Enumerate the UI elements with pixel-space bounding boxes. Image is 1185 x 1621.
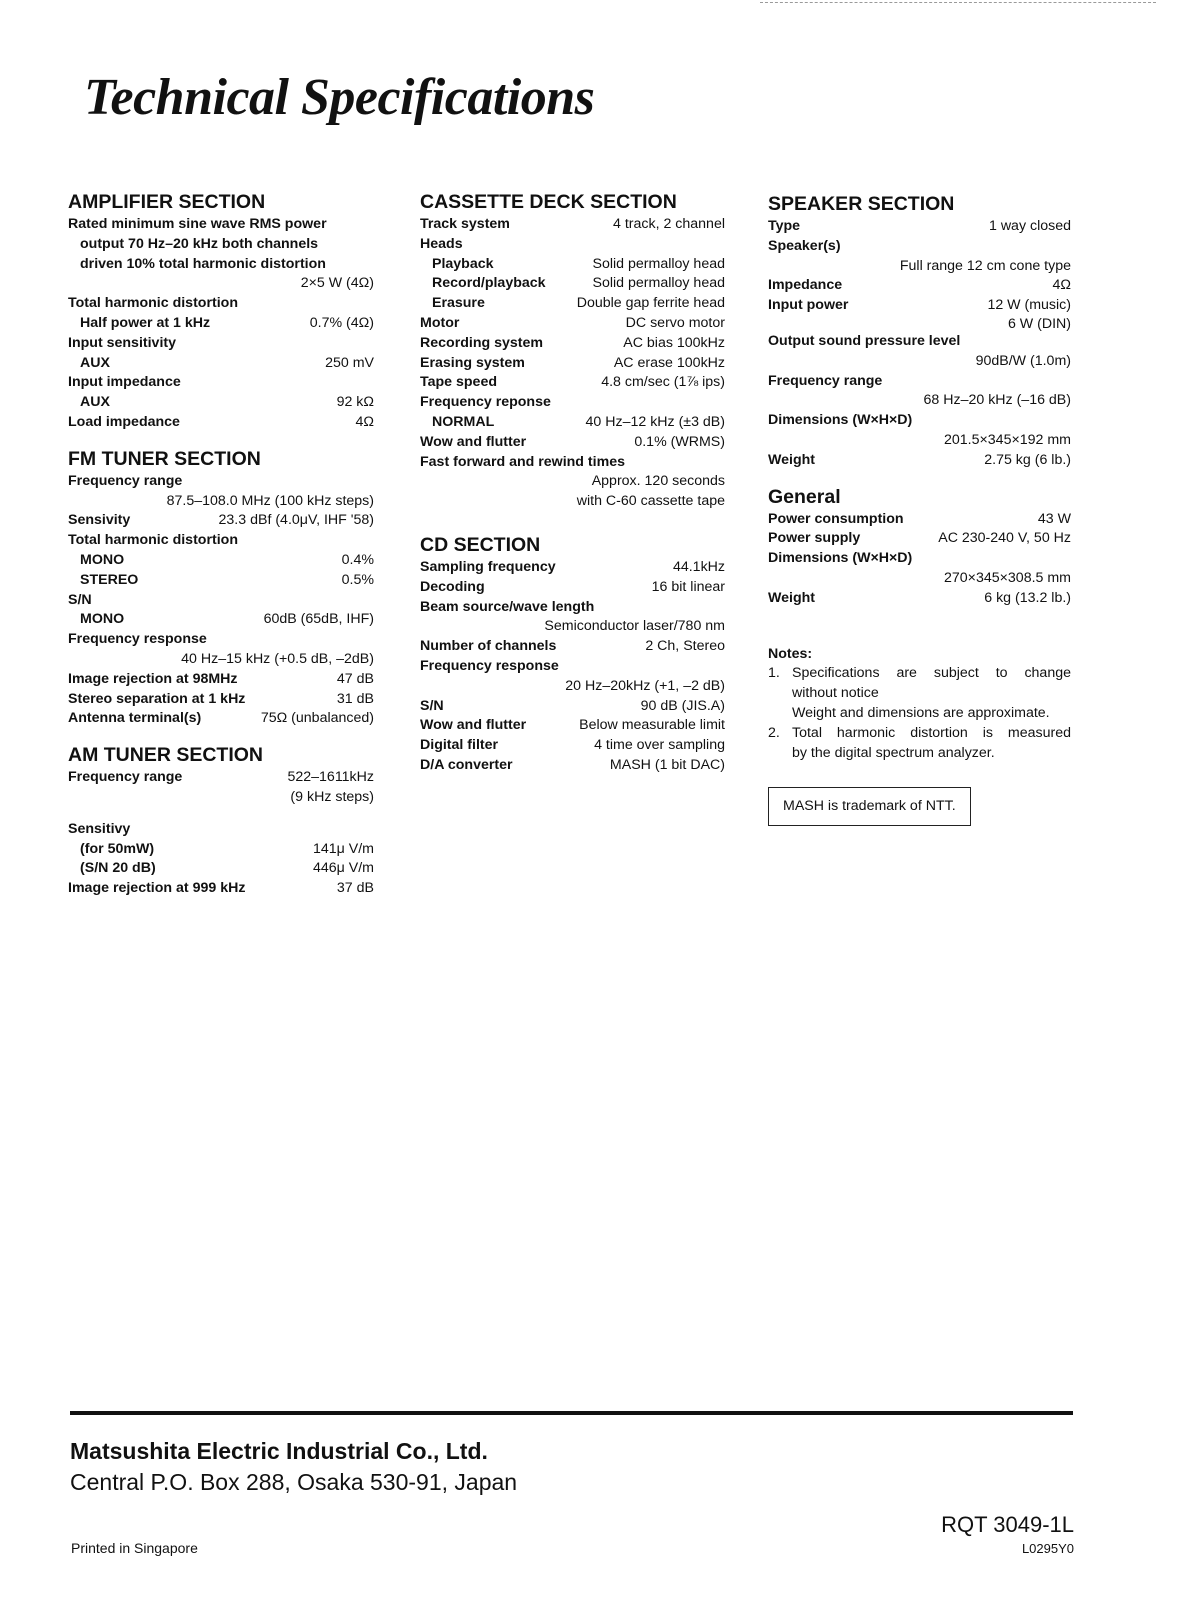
cassette-playback-row <box>420 255 725 275</box>
am-sens-label: Sensitivy <box>68 820 131 837</box>
amp-input-sens-aux-label: AUX <box>80 354 110 371</box>
document-number: RQT 3049-1L <box>941 1512 1074 1537</box>
cd-resp-value: 20 Hz–20kHz (+1, –2 dB) <box>565 677 725 694</box>
notes-heading: Notes: <box>768 645 813 662</box>
company-name: Matsushita Electric Industrial Co., Ltd. <box>70 1438 488 1464</box>
cassette-ff-label: Fast forward and rewind times <box>420 453 625 470</box>
fm-sn-mono-value: 60dB (65dB, IHF) <box>263 611 374 628</box>
fm-antenna-row <box>68 709 374 729</box>
amp-rated-value: 2×5 W (4Ω) <box>300 275 374 292</box>
cassette-wow-row <box>420 433 725 453</box>
speaker-imp-value: 4Ω <box>1052 277 1071 294</box>
cassette-motor-value: DC servo motor <box>625 314 725 331</box>
amp-load-imp-label: Load impedance <box>68 413 180 430</box>
cassette-track-row <box>420 215 725 235</box>
am-freq-steps: (9 kHz steps) <box>290 788 374 805</box>
cd-beam-label: Beam source/wave length <box>420 598 595 615</box>
cassette-tape-label: Tape speed <box>420 374 498 391</box>
amp-half-power-row <box>68 314 374 334</box>
fm-mono-row <box>68 551 374 571</box>
note-1-line-3: Weight and dimensions are approximate. <box>792 704 1050 721</box>
note-1 <box>768 664 1071 723</box>
cassette-normal-row <box>420 413 725 433</box>
amp-input-sens-aux-value: 250 mV <box>325 354 374 371</box>
fm-antenna-label: Antenna terminal(s) <box>68 710 202 727</box>
note-2 <box>768 724 1071 764</box>
cassette-motor-row <box>420 314 725 334</box>
cd-decoding-label: Decoding <box>420 578 485 595</box>
fm-image-value: 47 dB <box>336 670 374 687</box>
cassette-ff-value-1: Approx. 120 seconds <box>591 473 725 490</box>
general-heading: General <box>768 485 841 508</box>
general-dim-value: 270×345×308.5 mm <box>944 569 1071 586</box>
cd-sn-value: 90 dB (JIS.A) <box>640 697 725 714</box>
fm-sens-label: Sensivity <box>68 512 131 529</box>
cd-heading: CD SECTION <box>420 533 541 556</box>
fm-sn-mono-row <box>68 610 374 630</box>
cassette-wow-value: 0.1% (WRMS) <box>634 433 725 450</box>
fm-thd-label: Total harmonic distortion <box>68 532 238 549</box>
speaker-heading: SPEAKER SECTION <box>768 193 955 215</box>
cassette-erasesys-row <box>420 354 725 374</box>
amp-half-power-value: 0.7% (4Ω) <box>309 314 374 331</box>
fm-mono-label: MONO <box>80 551 125 568</box>
amp-input-imp-label: Input impedance <box>68 374 181 391</box>
cassette-playback-label: Playback <box>432 255 494 272</box>
speaker-speakers-label: Speaker(s) <box>768 237 841 254</box>
cassette-tape-value: 4.8 cm/sec (1⅞ ips) <box>601 374 725 391</box>
speaker-spl-label: Output sound pressure level <box>768 332 961 349</box>
amp-input-imp-row <box>68 393 374 413</box>
cassette-wow-label: Wow and flutter <box>420 433 527 450</box>
speaker-imp-row <box>768 276 1071 296</box>
cassette-erasure-value: Double gap ferrite head <box>576 295 725 312</box>
fm-stereo-sep-row <box>68 690 374 710</box>
am-sens-sn-label: (S/N 20 dB) <box>80 860 156 877</box>
amp-rated-line-1: Rated minimum sine wave RMS power <box>68 216 327 232</box>
am-sens-sn-row <box>68 859 374 879</box>
am-sens-50-value: 141μ V/m <box>312 840 374 857</box>
speaker-weight-row <box>768 451 1071 471</box>
fm-stereo-sep-label: Stereo separation at 1 kHz <box>68 690 246 707</box>
amp-half-power-label: Half power at 1 kHz <box>80 314 211 331</box>
am-image-value: 37 dB <box>336 880 374 897</box>
speaker-input-row <box>768 296 1071 316</box>
cassette-track-label: Track system <box>420 216 510 232</box>
cd-sampling-row <box>420 558 725 578</box>
trademark-box: MASH is trademark of NTT. <box>768 787 971 826</box>
general-weight-label: Weight <box>768 589 816 606</box>
cassette-recsys-row <box>420 334 725 354</box>
speaker-input-value-1: 12 W (music) <box>987 297 1071 314</box>
fm-stereo-row <box>68 571 374 591</box>
speaker-type-row <box>768 217 1071 237</box>
cd-sampling-value: 44.1kHz <box>672 558 725 575</box>
top-edge-line <box>760 2 1156 3</box>
general-supply-value: AC 230-240 V, 50 Hz <box>938 530 1071 547</box>
am-sens-50-row <box>68 840 374 860</box>
general-supply-label: Power supply <box>768 530 861 547</box>
fm-stereo-value: 0.5% <box>341 571 374 588</box>
am-sens-50-label: (for 50mW) <box>80 840 155 857</box>
note-2-text <box>792 724 1071 764</box>
general-power-cons-label: Power consumption <box>768 510 904 527</box>
fm-mono-value: 0.4% <box>341 551 374 568</box>
cassette-track-value: 4 track, 2 channel <box>613 216 725 232</box>
cassette-recsys-label: Recording system <box>420 334 543 351</box>
fm-sens-value: 23.3 dBf (4.0μV, IHF '58) <box>218 512 374 529</box>
cd-da-value: MASH (1 bit DAC) <box>609 756 725 773</box>
am-image-row <box>68 879 374 899</box>
cassette-normal-label: NORMAL <box>432 413 495 430</box>
cassette-erasure-row <box>420 294 725 314</box>
speaker-input-label: Input power <box>768 297 849 314</box>
cassette-ff-value-2: with C-60 cassette tape <box>576 493 725 510</box>
cd-channels-row <box>420 637 725 657</box>
speaker-type-label: Type <box>768 218 801 234</box>
cassette-recplay-label: Record/playback <box>432 275 546 292</box>
amp-rated-line-2: output 70 Hz–20 kHz both channels <box>80 235 319 252</box>
am-freq-value: 522–1611kHz <box>287 769 374 786</box>
amp-load-imp-row <box>68 413 374 433</box>
note-2-line-2: by the digital spectrum analyzer. <box>792 744 995 761</box>
cd-resp-label: Frequency response <box>420 657 559 674</box>
cassette-erasesys-label: Erasing system <box>420 354 525 371</box>
cd-decoding-value: 16 bit linear <box>651 578 725 595</box>
cd-beam-value: Semiconductor laser/780 nm <box>544 618 725 635</box>
fm-image-row <box>68 670 374 690</box>
cd-sn-row <box>420 697 725 717</box>
fm-freq-label: Frequency range <box>68 472 183 489</box>
cd-filter-value: 4 time over sampling <box>594 737 725 754</box>
company-address: Central P.O. Box 288, Osaka 530-91, Japan <box>70 1469 518 1495</box>
cd-wow-value: Below measurable limit <box>579 717 725 734</box>
amp-input-sens-label: Input sensitivity <box>68 334 176 351</box>
cd-wow-label: Wow and flutter <box>420 717 527 734</box>
fm-image-label: Image rejection at 98MHz <box>68 670 238 687</box>
column-left <box>68 191 374 899</box>
amp-input-imp-aux-label: AUX <box>80 394 110 411</box>
page-title: Technical Specifications <box>84 69 595 126</box>
cassette-resp-label: Frequency reponse <box>420 394 551 411</box>
am-freq-row <box>68 768 374 788</box>
speaker-type-value: 1 way closed <box>988 218 1071 234</box>
cd-channels-label: Number of channels <box>420 638 557 655</box>
fm-stereo-label: STEREO <box>80 571 139 588</box>
speaker-speakers-value: Full range 12 cm cone type <box>899 257 1071 274</box>
fm-antenna-value: 75Ω (unbalanced) <box>260 710 374 727</box>
cassette-motor-label: Motor <box>420 314 460 331</box>
footer-rule <box>70 1411 1073 1415</box>
general-power-cons-row <box>768 510 1071 530</box>
speaker-spl-value: 90dB/W (1.0m) <box>975 352 1071 369</box>
cd-da-label: D/A converter <box>420 756 513 773</box>
fm-sn-label: S/N <box>68 591 92 608</box>
cassette-erasure-label: Erasure <box>432 295 485 312</box>
general-weight-row <box>768 589 1071 609</box>
note-1-line-2: without notice <box>792 685 879 702</box>
fm-heading: FM TUNER SECTION <box>68 447 261 470</box>
general-weight-value: 6 kg (13.2 lb.) <box>984 589 1071 606</box>
am-freq-label: Frequency range <box>68 769 183 786</box>
fm-resp-value: 40 Hz–15 kHz (+0.5 dB, –2dB) <box>181 650 374 667</box>
am-image-label: Image rejection at 999 kHz <box>68 880 246 897</box>
note-1-number: 1. <box>768 665 780 682</box>
cassette-erasesys-value: AC erase 100kHz <box>613 354 725 371</box>
speaker-freq-label: Frequency range <box>768 372 883 389</box>
general-power-cons-value: 43 W <box>1037 510 1071 527</box>
general-dim-label: Dimensions (W×H×D) <box>768 550 913 567</box>
speaker-imp-label: Impedance <box>768 277 843 294</box>
printed-in: Printed in Singapore <box>71 1540 198 1556</box>
cassette-heads-label: Heads <box>420 235 463 252</box>
cd-channels-value: 2 Ch, Stereo <box>645 638 725 655</box>
cd-decoding-row <box>420 578 725 598</box>
fm-resp-label: Frequency response <box>68 631 207 648</box>
amp-rated-line-3: driven 10% total harmonic distortion <box>80 255 326 272</box>
general-supply-row <box>768 529 1071 549</box>
fm-sn-mono-label: MONO <box>80 611 125 628</box>
speaker-weight-value: 2.75 kg (6 lb.) <box>984 451 1071 468</box>
column-right <box>768 193 1071 826</box>
amp-input-sens-row <box>68 354 374 374</box>
speaker-dim-label: Dimensions (W×H×D) <box>768 412 913 429</box>
cassette-recsys-value: AC bias 100kHz <box>623 334 725 351</box>
am-heading: AM TUNER SECTION <box>68 744 263 767</box>
speaker-dim-value: 201.5×345×192 mm <box>944 431 1071 448</box>
amplifier-heading: AMPLIFIER SECTION <box>68 191 266 213</box>
amp-load-imp-value: 4Ω <box>355 413 374 430</box>
fm-stereo-sep-value: 31 dB <box>336 690 374 707</box>
cd-sn-label: S/N <box>420 697 444 714</box>
cd-filter-label: Digital filter <box>420 737 499 754</box>
cd-sampling-label: Sampling frequency <box>420 558 556 575</box>
cassette-tape-row <box>420 373 725 393</box>
speaker-input-value-2: 6 W (DIN) <box>1007 315 1071 332</box>
cassette-recplay-row <box>420 274 725 294</box>
note-1-line-1: Specifications are subject to change <box>792 665 1071 682</box>
cassette-recplay-value: Solid permalloy head <box>592 275 725 292</box>
speaker-weight-label: Weight <box>768 451 816 468</box>
speaker-freq-value: 68 Hz–20 kHz (–16 dB) <box>923 392 1071 409</box>
note-2-number: 2. <box>768 724 780 741</box>
cd-da-row <box>420 756 725 776</box>
document-code: L0295Y0 <box>1021 1541 1074 1556</box>
fm-sens-row <box>68 511 374 531</box>
note-1-text <box>792 664 1071 723</box>
cassette-playback-value: Solid permalloy head <box>592 255 725 272</box>
cd-wow-row <box>420 716 725 736</box>
am-sens-sn-value: 446μ V/m <box>312 860 374 877</box>
amp-input-imp-aux-value: 92 kΩ <box>336 394 374 411</box>
cd-filter-row <box>420 736 725 756</box>
cassette-normal-value: 40 Hz–12 kHz (±3 dB) <box>585 413 725 430</box>
column-middle <box>420 191 725 776</box>
amp-thd-label: Total harmonic distortion <box>68 295 238 312</box>
note-2-line-1: Total harmonic distortion is measured <box>792 724 1071 741</box>
fm-freq-value: 87.5–108.0 MHz (100 kHz steps) <box>166 492 374 509</box>
cassette-heading: CASSETTE DECK SECTION <box>420 191 677 213</box>
